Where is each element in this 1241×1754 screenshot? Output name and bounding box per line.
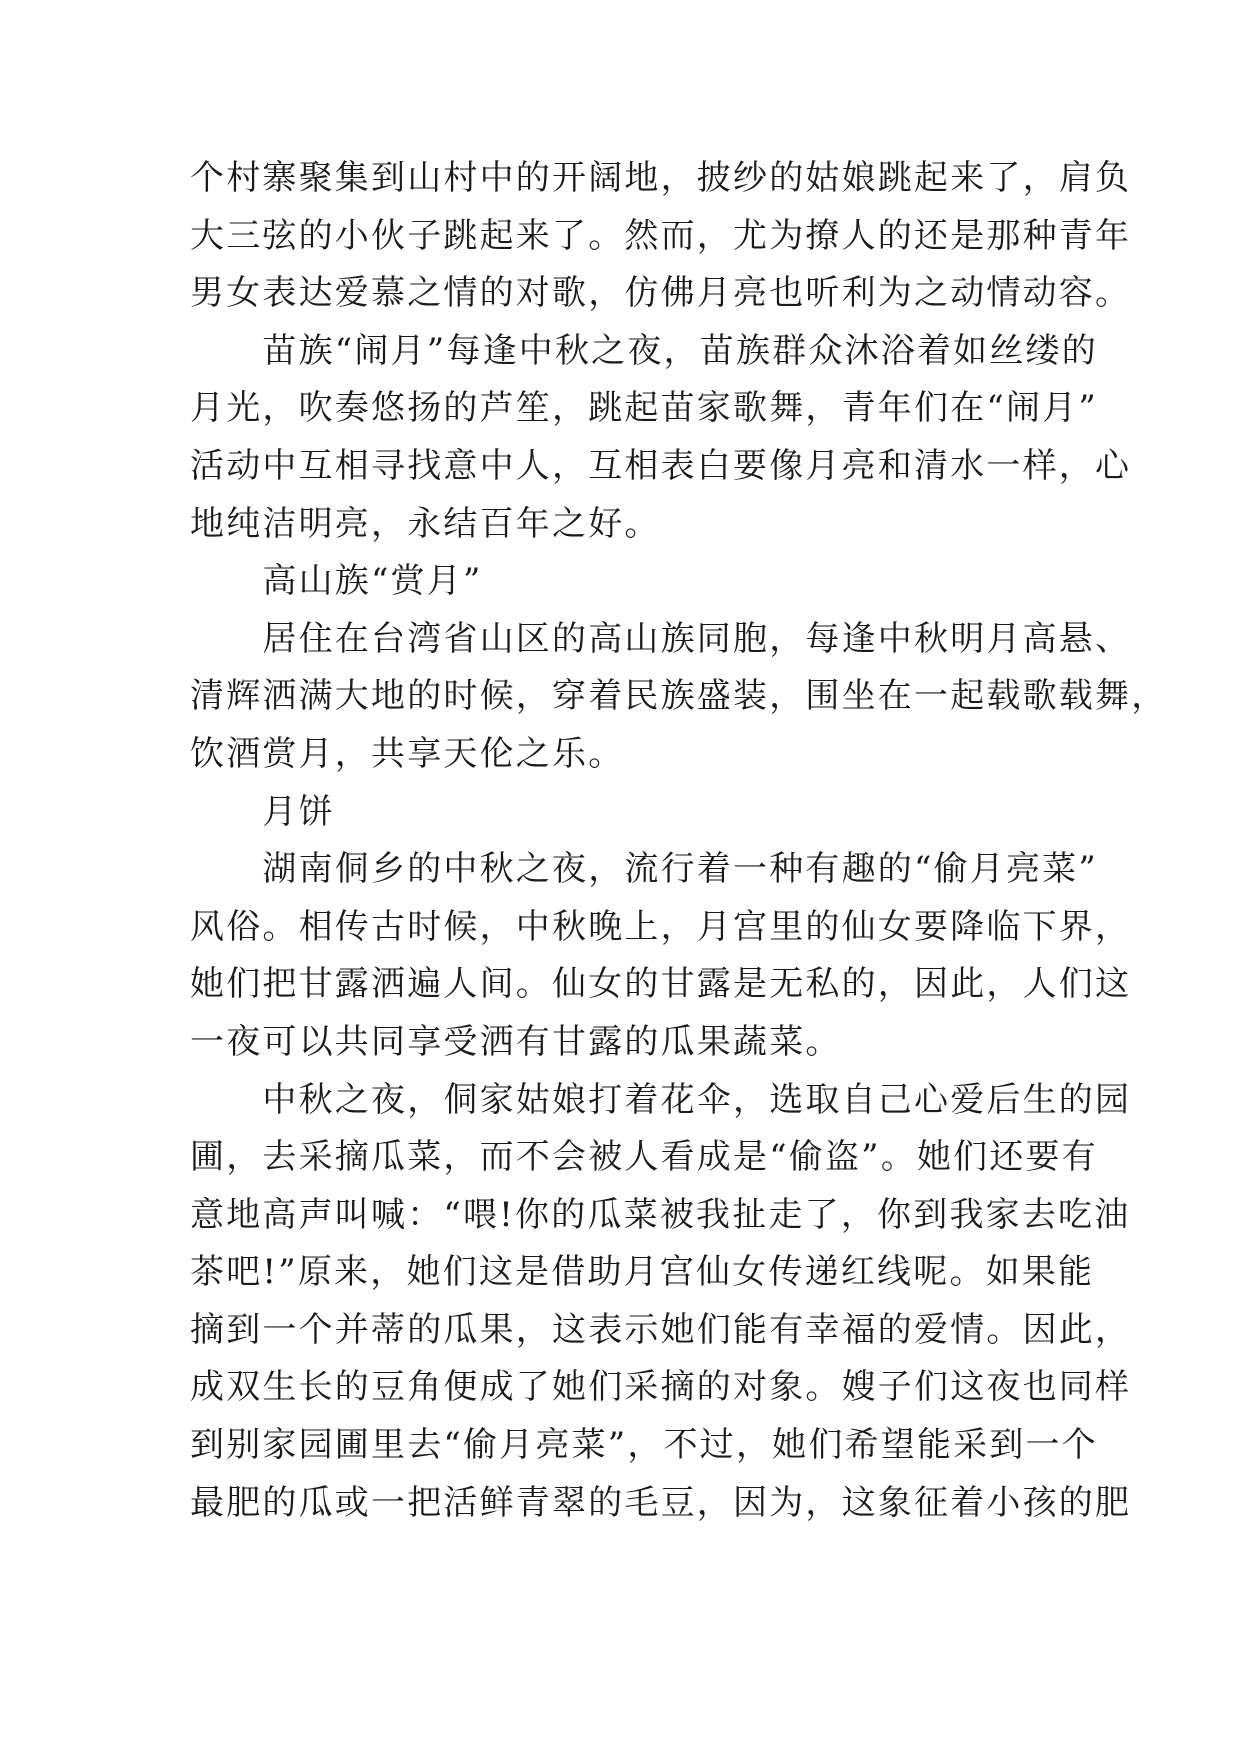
text-line: 活动中互相寻找意中人，互相表白要像月亮和清水一样，心 bbox=[190, 445, 1132, 486]
text-line: 月光，吹奏悠扬的芦笙，跳起苗家歌舞，青年们在“闹月” bbox=[190, 388, 1098, 429]
text-line: 湖南侗乡的中秋之夜，流行着一种有趣的“偷月亮菜” bbox=[190, 849, 1098, 890]
text-line: 男女表达爱慕之情的对歌，仿佛月亮也听利为之动情动容。 bbox=[190, 273, 1132, 314]
text-line: 一夜可以共同享受洒有甘露的瓜果蔬菜。 bbox=[190, 1021, 842, 1062]
paragraph-2 bbox=[190, 323, 1132, 553]
text-line: 成双生长的豆角便成了她们采摘的对象。嫂子们这夜也同样 bbox=[190, 1367, 1132, 1408]
text-line: 圃，去采摘瓜菜，而不会被人看成是“偷盗”。她们还要有 bbox=[190, 1137, 1098, 1178]
text-line: 她们把甘露洒遍人间。仙女的甘露是无私的，因此，人们这 bbox=[190, 964, 1132, 1005]
text-line: 居住在台湾省山区的高山族同胞，每逢中秋明月高悬、 bbox=[190, 618, 1132, 659]
text-line: 清辉洒满大地的时候，穿着民族盛装，围坐在一起载歌载舞， bbox=[190, 676, 1168, 717]
document-page bbox=[190, 150, 1168, 1532]
text-line: 意地高声叫喊：“喂!你的瓜菜被我扯走了，你到我家去吃油 bbox=[190, 1194, 1131, 1235]
paragraph-3 bbox=[190, 611, 1168, 784]
paragraph-4 bbox=[190, 841, 1132, 1071]
text-line: 大三弦的小伙子跳起来了。然而，尤为撩人的还是那种青年 bbox=[190, 215, 1132, 256]
text-line: 到别家园圃里去“偷月亮菜”，不过，她们希望能采到一个 bbox=[190, 1425, 1098, 1466]
text-line: 摘到一个并蒂的瓜果，这表示她们能有幸福的爱情。因此， bbox=[190, 1309, 1132, 1350]
text-line: 中秋之夜，侗家姑娘打着花伞，选取自己心爱后生的园 bbox=[190, 1079, 1132, 1120]
paragraph-1 bbox=[190, 150, 1132, 323]
text-line: 风俗。相传古时候，中秋晚上，月宫里的仙女要降临下界， bbox=[190, 906, 1132, 947]
paragraph-5 bbox=[190, 1072, 1132, 1533]
section-heading-mooncake bbox=[190, 784, 1070, 842]
text-line: 高山族“赏月” bbox=[190, 561, 483, 602]
text-line: 最肥的瓜或一把活鲜青翠的毛豆，因为，这象征着小孩的肥 bbox=[190, 1482, 1132, 1523]
text-line: 饮酒赏月，共享天伦之乐。 bbox=[190, 733, 625, 774]
text-line: 茶吧!”原来，她们这是借助月宫仙女传递红线呢。如果能 bbox=[190, 1252, 1095, 1293]
text-line: 地纯洁明亮，永结百年之好。 bbox=[190, 503, 661, 544]
text-line: 个村寨聚集到山村中的开阔地，披纱的姑娘跳起来了，肩负 bbox=[190, 158, 1132, 198]
text-line: 苗族“闹月”每逢中秋之夜，苗族群众沐浴着如丝缕的 bbox=[190, 330, 1098, 371]
text-line: 月饼 bbox=[190, 791, 335, 832]
section-heading-gaoshan bbox=[190, 553, 1070, 611]
